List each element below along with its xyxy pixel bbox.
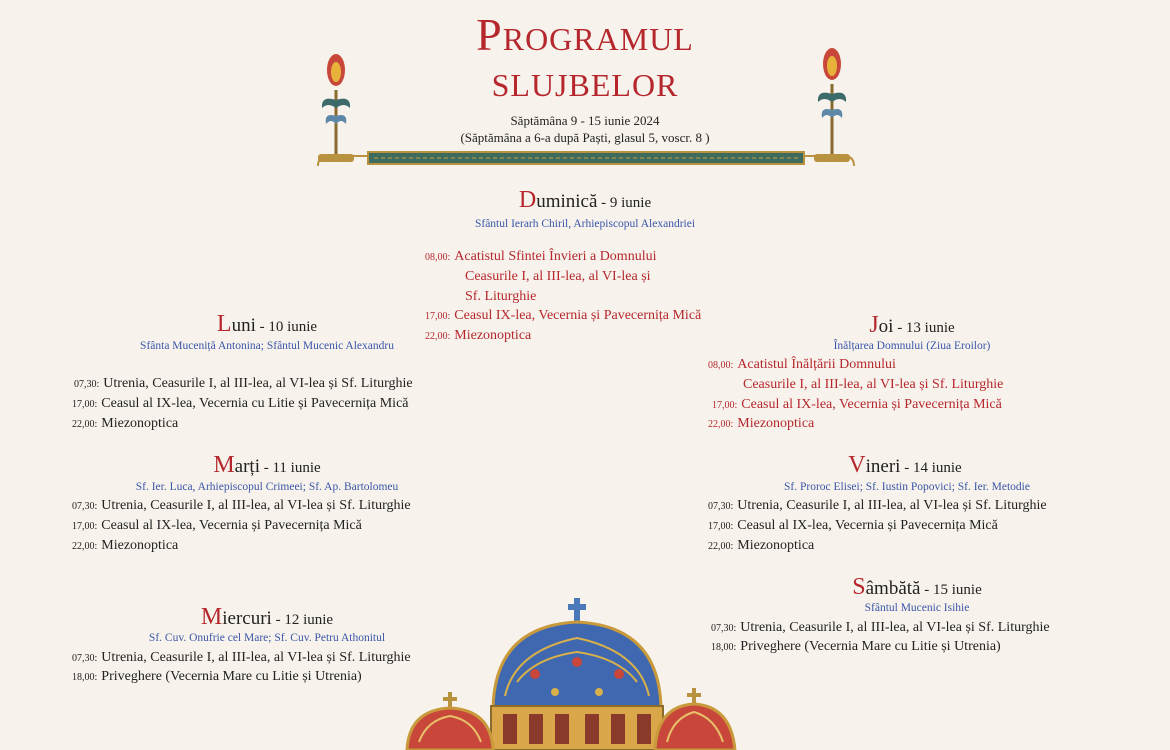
page-title-line1: Programul [476, 9, 694, 60]
day-date: - 14 iunie [900, 460, 962, 476]
saint-sambata: Sfântul Mucenic Isihie [864, 602, 970, 614]
service-item: 07,30: Utrenia, Ceasurile I, al III-lea, al VI-lea și Sf. Liturghie [74, 376, 413, 391]
service-item: 17,00: Ceasul al IX-lea, Vecernia și Pavecernița Mică [72, 518, 362, 533]
day-date: - 15 iunie [920, 582, 982, 598]
service-item-continuation: Ceasurile I, al III-lea, al VI-lea și [465, 269, 651, 284]
day-date: - 12 iunie [271, 612, 334, 628]
day-date: - 10 iunie [255, 319, 318, 335]
day-initial: J [869, 312, 879, 338]
service-item: 17,00: Ceasul al IX-lea, Vecernia cu Litie și Pavecernița Mică [72, 396, 409, 411]
day-initial: L [216, 311, 232, 337]
day-date: - 11 iunie [259, 460, 321, 476]
saint-joi: Înălțarea Domnului (Ziua Eroilor) [833, 340, 991, 352]
church-domes-icon [405, 596, 765, 750]
day-heading-duminica [435, 188, 735, 215]
day-heading-luni [117, 312, 417, 339]
day-name-rest: arți [234, 456, 260, 477]
service-item: 17,00: Ceasul al IX-lea, Vecernia și Pavecernița Mică [712, 397, 1002, 412]
saint-luni: Sfânta Muceniță Antonina; Sfântul Mucenic Alexandru [140, 340, 394, 352]
saint-duminica: Sfântul Ierarh Chiril, Arhiepiscopul Alexandriei [474, 218, 696, 230]
saint-vineri: Sf. Proroc Elisei; Sf. Iustin Popovici; Sf. Ier. Metodie [784, 481, 1030, 493]
day-name-rest: âmbătă [865, 578, 921, 599]
header-bar-ornament-icon [316, 148, 856, 170]
day-date: - 13 iunie [893, 320, 955, 336]
service-item: 22,00: Miezonoptica [708, 538, 815, 553]
day-initial: M [213, 452, 235, 478]
day-initial: M [200, 604, 223, 630]
service-item: 22,00: Miezonoptica [425, 328, 532, 343]
day-name-rest: ineri [865, 456, 901, 477]
week-detail: (Săptămâna a 6-a după Paști, glasul 5, voscr. 8 ) [460, 130, 710, 145]
day-initial: S [852, 574, 866, 600]
service-item: 18,00: Priveghere (Vecernia Mare cu Litie și Utrenia) [711, 639, 1001, 654]
day-name-rest: uminică [536, 191, 598, 212]
service-item: 08,00: Acatistul Înălțării Domnului [708, 357, 896, 372]
day-heading-miercuri [117, 605, 417, 632]
service-item: 07,30: Utrenia, Ceasurile I, al III-lea, al VI-lea și Sf. Liturghie [72, 650, 411, 665]
day-name-rest: iercuri [222, 608, 272, 629]
service-item: 22,00: Miezonoptica [72, 538, 179, 553]
service-item-continuation: Sf. Liturghie [465, 289, 537, 304]
day-heading-vineri [755, 453, 1055, 480]
service-item: 07,30: Utrenia, Ceasurile I, al III-lea, al VI-lea și Sf. Liturghie [72, 498, 411, 513]
saint-marti: Sf. Ier. Luca, Arhiepiscopul Crimeei; Sf. Ap. Bartolomeu [135, 481, 399, 493]
day-initial: D [518, 187, 537, 213]
day-name-rest: oi [878, 316, 894, 337]
day-name-rest: uni [231, 315, 256, 336]
service-item: 17,00: Ceasul IX-lea, Vecernia și Pavecernița Mică [425, 308, 702, 323]
service-item-continuation: Ceasurile I, al III-lea, al VI-lea și Sf. Liturghie [743, 377, 1004, 392]
week-range: Săptămâna 9 - 15 iunie 2024 [510, 113, 660, 128]
page-title-line2: slujbelor [491, 55, 679, 106]
service-item: 22,00: Miezonoptica [708, 416, 815, 431]
day-date: - 9 iunie [597, 195, 652, 211]
service-item: 17,00: Ceasul al IX-lea, Vecernia și Pavecernița Mică [708, 518, 998, 533]
day-initial: V [848, 452, 866, 478]
day-heading-marti [117, 453, 417, 480]
service-item: 22,00: Miezonoptica [72, 416, 179, 431]
day-heading-sambata [767, 575, 1067, 602]
service-item: 18,00: Priveghere (Vecernia Mare cu Litie și Utrenia) [72, 669, 362, 684]
saint-miercuri: Sf. Cuv. Onufrie cel Mare; Sf. Cuv. Petru Athonitul [148, 632, 386, 644]
service-item: 07,30: Utrenia, Ceasurile I, al III-lea, al VI-lea și Sf. Liturghie [708, 498, 1047, 513]
service-item: 07,30: Utrenia, Ceasurile I, al III-lea, al VI-lea și Sf. Liturghie [711, 620, 1050, 635]
service-item: 08,00: Acatistul Sfintei Învieri a Domnului [425, 249, 657, 264]
day-heading-joi [762, 313, 1062, 340]
